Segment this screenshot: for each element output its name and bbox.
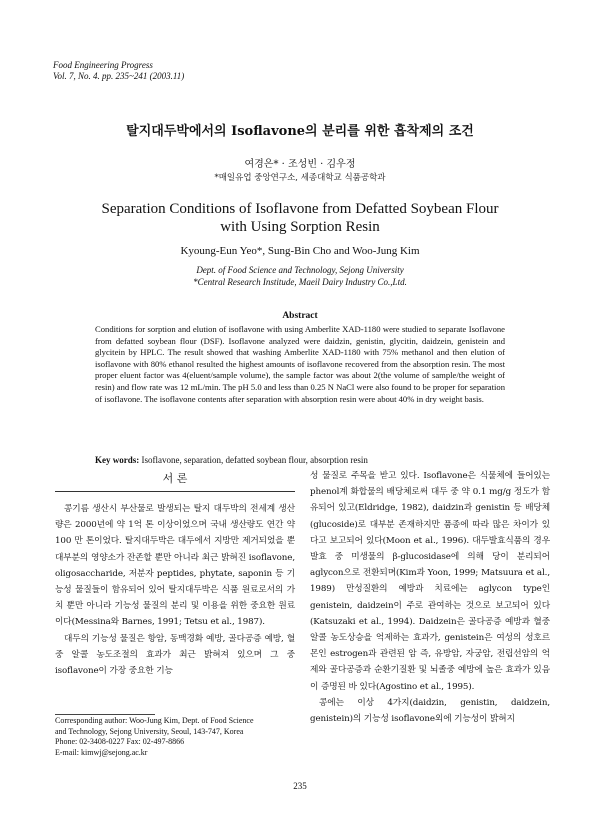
english-affiliation: [0, 264, 600, 288]
keywords: [95, 455, 505, 465]
footnote-line-2: and Technology, Sejong University, Seoul, 143-747, Korea: [55, 726, 244, 736]
journal-name: Food Engineering Progress: [53, 60, 153, 70]
keywords-label: Key words:: [95, 455, 140, 465]
journal-header: [53, 60, 184, 82]
page-number: 235: [293, 781, 307, 791]
english-title: Separation Conditions of Isoflavone from Defatted Soybean Flour with Using Sorption Resin: [101, 201, 499, 235]
footnote-divider: [55, 714, 155, 715]
footnote-line-4: E-mail: kimwj@sejong.ac.kr: [55, 747, 148, 757]
abstract-text: Conditions for sorption and elution of isoflavone with using Amberlite XAD-1180 were studied to separate Isoflavone from defatted soybean flour (DSF). Isoflavone analyzed were daidzin, genistin, glycitin, daidzein, genistein and glycitein by HPLC. The result showed that washing Amberlite XAD-1180 with 75% methanol and then elution of isoflavone with 80% ethanol resulted the highest amounts of isoflavone recovered from the absorption resin. The most proper eluent factor was 4(eluent/sample volume), the sample factor was about 2(the volume of sample/the weight of resin) and flow rate was 12 mL/min. The pH 5.0 and less than 0.25 N NaCl were also found to be proper for separation of isoflavone. The isoflavone contents after separation with absorption resin were about 40% in dry weight basis.: [95, 324, 505, 404]
left-paragraph-1: 콩기름 생산시 부산물로 발생되는 탈지 대두박의 전세계 생산량은 2000년에 약 1억 톤 이상이었으며 국내 생산량도 연간 약 100 만 톤이었다. 탈지대두박은 대두에서 지방만 제거되었을 뿐 대부분의 영양소가 잔존할 뿐만 아니라 최근 밝혀진 isoflavone, oligosaccharide, 저분자 peptides, phytate, saponin 등 기능성 물질들이 함유되어 있어 탈지대두박은 식품 원료로서의 가치 뿐만 아니라 기능성 물질의 분리 및 이용을 위한 중요한 원료이다(Messina와 Barnes, 1991; Tetsu et al., 1987).: [55, 504, 295, 628]
corresponding-author-footnote: [55, 716, 295, 758]
english-authors: Kyoung-Eun Yeo*, Sung-Bin Cho and Woo-Jung Kim: [180, 245, 420, 257]
left-column: [55, 501, 295, 679]
left-paragraph-2: 대두의 기능성 물질은 항암, 동맥경화 예방, 골다공증 예방, 혈중 알콜 농도조절의 효과가 최근 밝혀져 있으며 그 중 isoflavone이 가장 중요한 기능: [55, 633, 295, 677]
footnote-line-3: Phone: 02-3408-0227 Fax: 02-497-8866: [55, 737, 185, 746]
korean-title: 탈지대두박에서의 Isoflavone의 분리를 위한 흡착제의 조건: [126, 124, 474, 139]
journal-volume: Vol. 7, No. 4. pp. 235~241 (2003.11): [53, 71, 185, 81]
keywords-text: Isoflavone, separation, defatted soybean flour, absorption resin: [141, 455, 368, 465]
right-column: [310, 468, 550, 727]
affiliation-line-1: Dept. of Food Science and Technology, Sejong University: [196, 265, 404, 275]
right-paragraph-2: 콩에는 이상 4가지(daidzin, genistin, daidzein, genistein)의 기능성 isoflavone외에 기능성이 밝혀지: [310, 697, 550, 725]
section-heading-introduction: 서 론: [162, 472, 188, 485]
section-underline: [55, 491, 295, 492]
affiliation-line-2: *Central Research Institude, Maeil Dairy Industry Co.,Ltd.: [193, 277, 407, 287]
korean-authors: 여경은* · 조성빈 · 김우정: [244, 159, 356, 170]
right-paragraph-1: 성 물질로 주목을 받고 있다. Isoflavone은 식물체에 들어있는 phenol계 화합물의 배당체로써 대두 중 약 0.1 mg/g 정도가 함유되어 있고(Eldridge, 1982), daidzin과 genistin 등 배당체(glucoside)로 대부분 존재하지만 품종에 따라 많은 차이가 있다고 보고되어 있다(Moon et al., 1996). 대두발효식품의 경우 발효 중 미생물의 β-glucosidase에 의해 당이 분리되어 aglycon으로 전환되며(Kim과 Yoon, 1999; Matsuura et al., 1989) 만성질환의 예방과 치료에는 aglycon type인 genistein, daidzein이 주로 관여하는 것으로 보고되어 있다(Katsuzaki et al., 1994). Daidzein은 골다공증 예방과 혈중 알콜 농도상승을 억제하는 효과가, genistein은 여성의 성호르몬인 estrogen과 관련된 암 즉, 유방암, 자궁암, 전립선암의 억제와 골다공증과 순환기질환 및 뇌졸중 예방에 높은 효과가 있음이 증명된 바 있다(Agostino et al., 1995).: [310, 471, 550, 692]
footnote-line-1: Corresponding author: Woo-Jung Kim, Dept. of Food Science: [55, 716, 254, 725]
korean-affiliation: *매일유업 중앙연구소, 세종대학교 식품공학과: [214, 173, 386, 183]
abstract-heading: Abstract: [282, 311, 318, 321]
